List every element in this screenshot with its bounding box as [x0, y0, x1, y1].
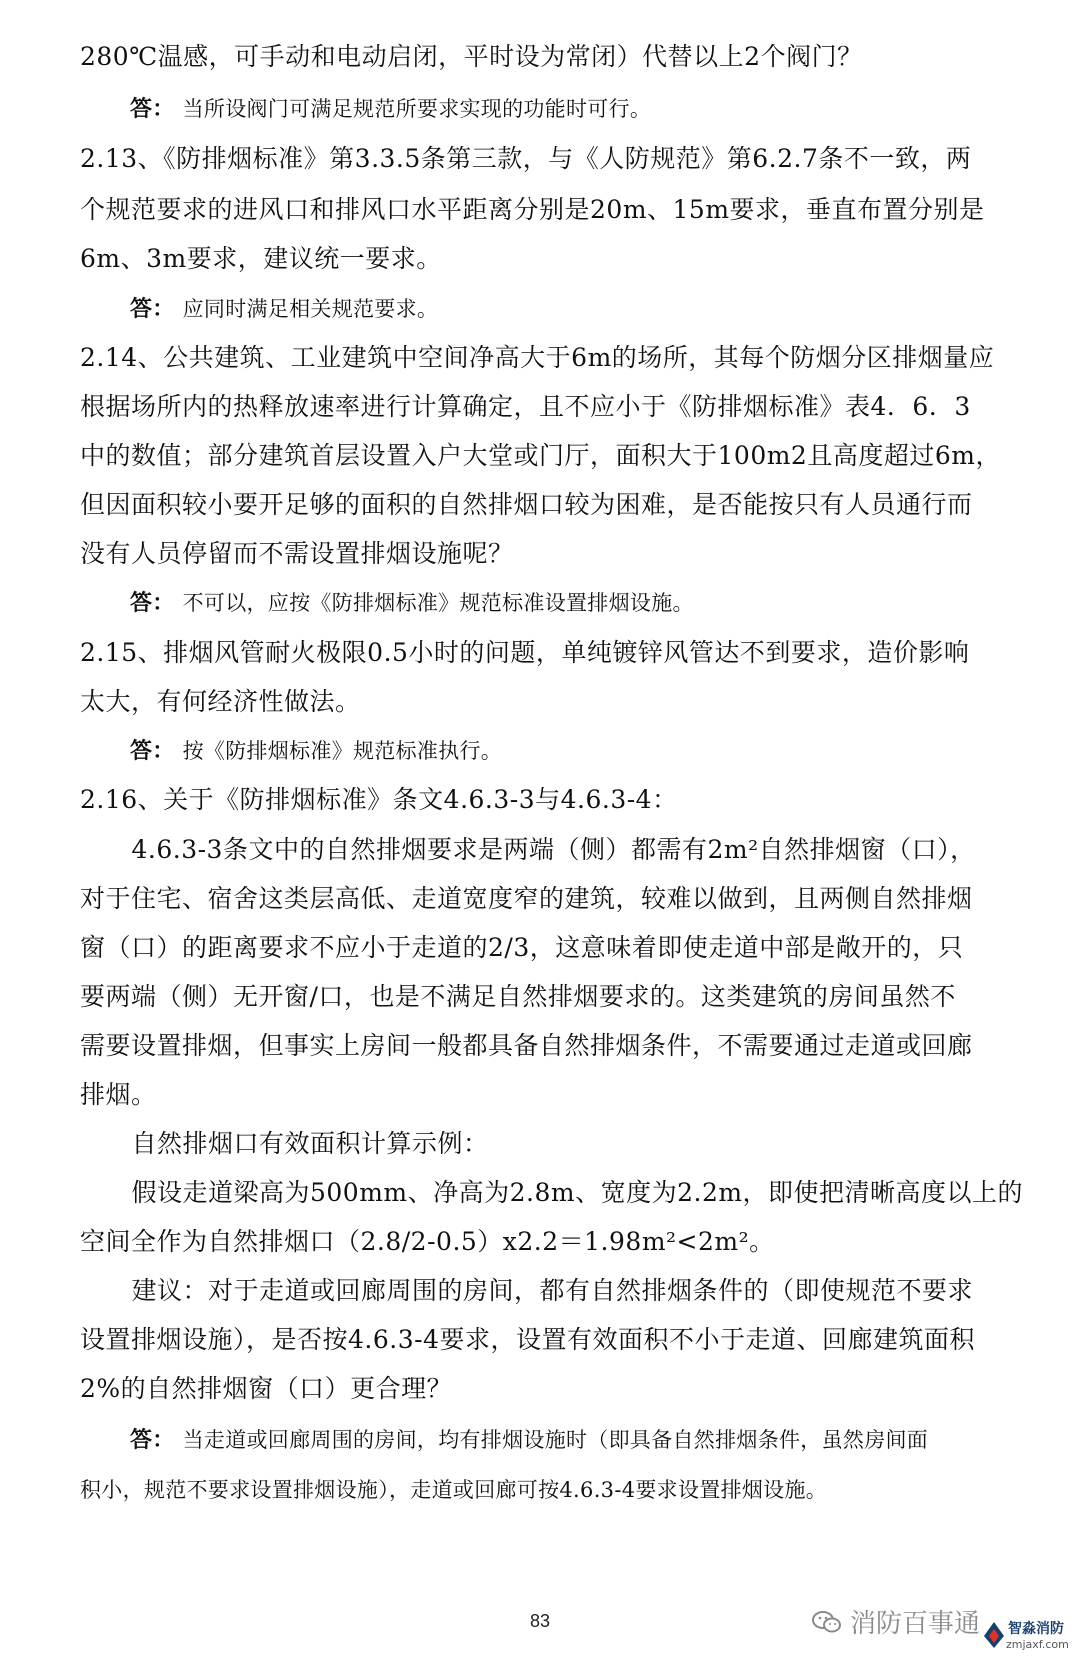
logo-url: zmjaxf.com: [1006, 1638, 1069, 1651]
answer-label: 答：: [130, 297, 175, 322]
text-line: 窗（口）的距离要求不应小于走道的2/3，这意味着即使走道中部是敞开的，只: [80, 933, 964, 962]
text-line: 建议：对于走道或回廊周围的房间，都有自然排烟条件的（即使规范不要求: [106, 1276, 974, 1305]
text-line: 个规范要求的进风口和排风口水平距离分别是20m、15m要求，垂直布置分别是: [80, 195, 985, 224]
flame-logo-icon: [982, 1620, 1006, 1650]
answer-label: 答：: [130, 1428, 175, 1453]
text-line: 需要设置排烟，但事实上房间一般都具备自然排烟条件，不需要通过走道或回廊: [80, 1031, 973, 1060]
watermark: [812, 1603, 980, 1640]
watermark-text: 消防百事通: [849, 1609, 980, 1639]
answer-line: [130, 94, 1010, 125]
text-line: 中的数值；部分建筑首层设置入户大堂或门厅，面积大于100m2且高度超过6m，: [80, 441, 1001, 470]
answer-line: [130, 736, 1010, 767]
site-logo: [982, 1614, 1068, 1658]
answer-label: 答：: [130, 591, 175, 616]
text-line: 2.14、公共建筑、工业建筑中空间净高大于6m的场所，其每个防烟分区排烟量应: [80, 343, 995, 372]
text-line: 设置排烟设施），是否按4.6.3-4要求，设置有效面积不小于走道、回廊建筑面积: [80, 1325, 975, 1354]
wechat-icon: [812, 1610, 842, 1634]
answer-text: 当走道或回廊周围的房间，均有排烟设施时（即具备自然排烟条件，虽然房间面: [182, 1428, 929, 1452]
text-line: 280℃温感，可手动和电动启闭，平时设为常闭）代替以上2个阀门？: [80, 42, 863, 71]
answer-label: 答：: [130, 97, 175, 122]
text-line: 没有人员停留而不需设置排烟设施呢？: [80, 539, 514, 568]
answer-text: 按《防排烟标准》规范标准执行。: [182, 739, 503, 763]
text-line: 6m、3m要求，建议统一要求。: [80, 244, 442, 273]
text-line: 积小，规范不要求设置排烟设施），走道或回廊可按4.6.3-4要求设置排烟设施。: [80, 1478, 828, 1502]
answer-label: 答：: [130, 739, 175, 764]
text-line: 2.13、《防排烟标准》第3.3.5条第三款，与《人防规范》第6.2.7条不一致，两: [80, 144, 972, 173]
text-line: 自然排烟口有效面积计算示例：: [106, 1129, 489, 1158]
text-line: 空间全作为自然排烟口（2.8/2-0.5）x2.2＝1.98m²<2m²。: [80, 1227, 775, 1256]
text-line: 太大，有何经济性做法。: [80, 687, 361, 716]
answer-line: [130, 588, 1010, 619]
text-line: 根据场所内的热释放速率进行计算确定，且不应小于《防排烟标准》表4．6．3: [80, 392, 971, 421]
answer-text: 不可以，应按《防排烟标准》规范标准设置排烟设施。: [182, 591, 694, 615]
text-line: 2%的自然排烟窗（口）更合理？: [80, 1374, 453, 1403]
page-number: 83: [529, 1611, 551, 1631]
answer-text: 应同时满足相关规范要求。: [182, 297, 439, 321]
text-line: 假设走道梁高为500mm、净高为2.8m、宽度为2.2m，即使把清晰高度以上的: [106, 1178, 1024, 1207]
text-line: 对于住宅、宿舍这类层高低、走道宽度窄的建筑，较难以做到，且两侧自然排烟: [80, 884, 973, 913]
answer-text: 当所设阀门可满足规范所要求实现的功能时可行。: [182, 97, 652, 121]
text-line: 4.6.3-3条文中的自然排烟要求是两端（侧）都需有2m²自然排烟窗（口），: [106, 835, 976, 864]
text-line: 要两端（侧）无开窗/口，也是不满足自然排烟要求的。这类建筑的房间虽然不: [80, 982, 956, 1011]
text-line: 但因面积较小要开足够的面积的自然排烟口较为困难，是否能按只有人员通行而: [80, 490, 973, 519]
answer-line: [130, 1425, 1010, 1456]
answer-line: [130, 294, 1010, 325]
text-line: 2.16、关于《防排烟标准》条文4.6.3-3与4.6.3-4：: [80, 785, 678, 814]
logo-name: 智淼消防: [1008, 1621, 1064, 1637]
text-line: 2.15、排烟风管耐火极限0.5小时的问题，单纯镀锌风管达不到要求，造价影响: [80, 638, 970, 667]
text-line: 排烟。: [80, 1080, 157, 1109]
